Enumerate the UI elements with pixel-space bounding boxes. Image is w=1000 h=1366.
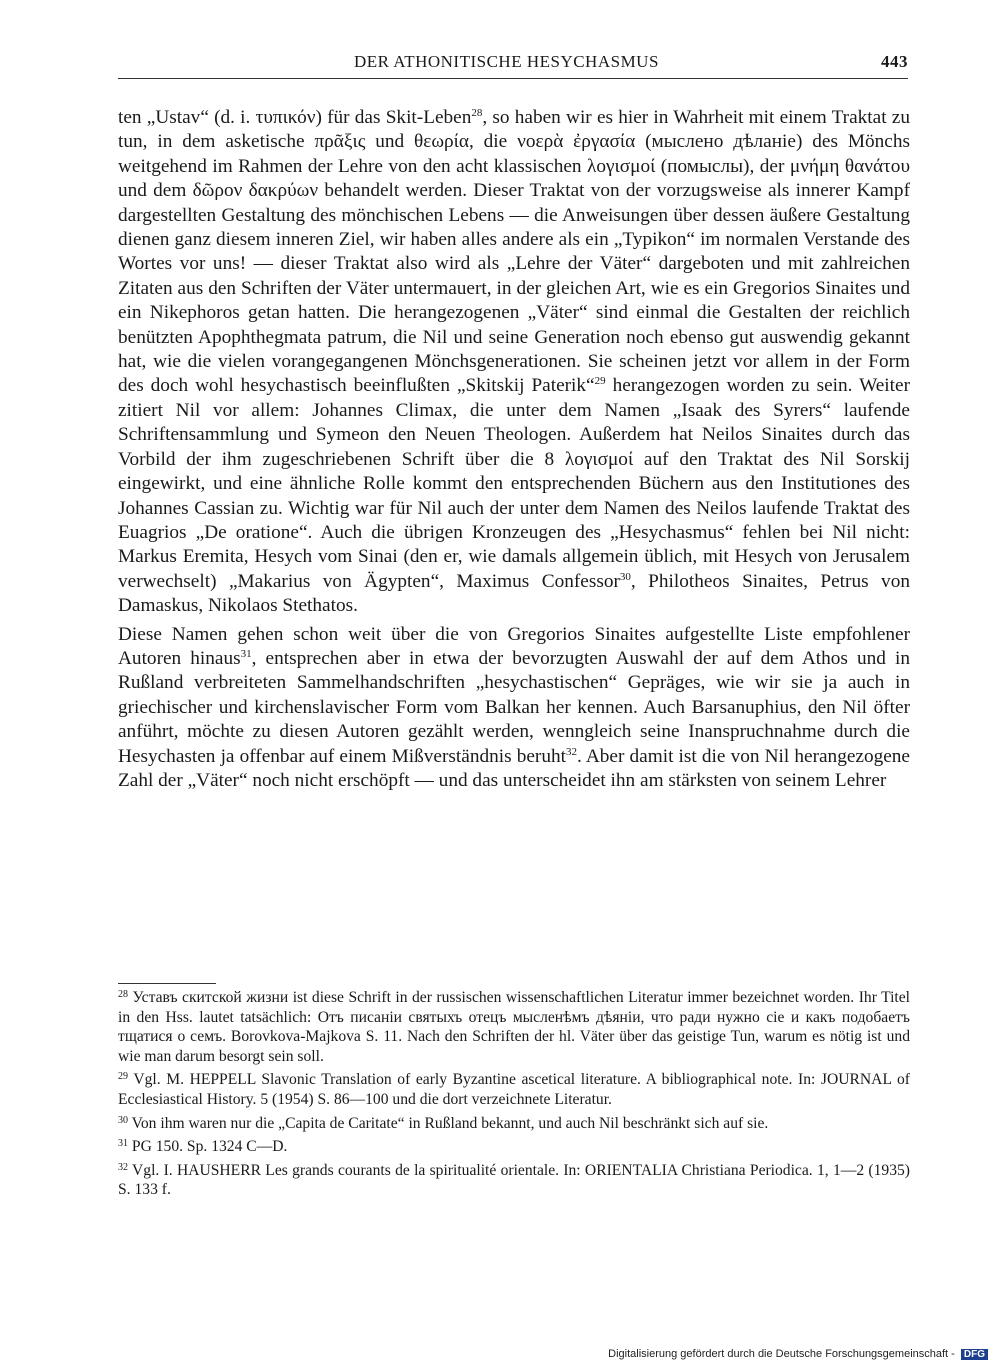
text-run: herangezogen worden zu sein. Weiter zitiert Nil vor allem: Johannes Climax, die unter dem Namen „Isaak des Syrers“ laufende Schriftensammlung und Symeon den Neuen Theologen. Außerdem hat Neilos Sinaites durch das Vorbild der ihm zugeschriebenen Schrift über die 8 λογισμοί auf den Traktat des Nil Sorskij eingewirkt, und eine ähnliche Rolle kommt den entsprechenden Büchern aus den Institutiones des Johannes Cassian zu. Wichtig war für Nil auch der unter dem Namen des Neilos laufende Traktat des Euagrios „De oratione“. Auch die übrigen Kronzeugen des „Hesychasmus“ fehlen bei Nil nicht: Markus Eremita, Hesych vom Sinai (den er, wie damals allgemein üblich, mit Hesych von Jerusalem verwechselt) „Makarius von Ägypten“, Maximus Confessor [118, 375, 910, 592]
dfg-logo: DFG [961, 1349, 988, 1360]
paragraph [118, 106, 910, 619]
footnote-ref: 32 [565, 745, 577, 758]
footnote-number: 30 [118, 1114, 128, 1126]
footnote-text: Уставъ скитской жизни ist diese Schrift in der russischen wissenschaftlichen Literatur immer bezeichnet worden. Ihr Titel in den Hss. lautet tatsächlich: Отъ писаніи святыхъ отецъ мысленѣмъ дѣяніи, что ради нужно сіе и какъ подобаетъ тщатися о семъ. Borovkova-Majkova S. 11. Nach den Schriften der hl. Väter über das geistige Tun, warum es nötig ist und wie man darum besorgt sein soll. [118, 989, 910, 1065]
main-text [118, 106, 910, 793]
text-run: , entsprechen aber in etwa der bevorzugten Auswahl der auf dem Athos und in Rußland verbreiteten Sammelhandschriften „hesychastischen“ Gepräges, wie wir sie ja auch in griechischer und kirchenslavischer Form vom Balkan her kennen. Auch Barsanuphius, den Nil öfter anführt, möchte zu diesen Autoren gezählt werden, wenngleich seine Inanspruchnahme durch die Hesychasten ja offenbar auf einem Mißverständnis beruht [118, 647, 911, 767]
text-run: , so haben wir es hier in Wahrheit mit einem Traktat zu tun, in dem asketische πρᾶξις und θεωρία, die νοερὰ ἐργασία (мысленo дѣланіе) des Mönchs weitgehend im Rahmen der Lehre von den acht klassischen λογισμοί (помыслы), der μνήμη θανάτου und dem δῶρον δακρύων behandelt werden. Dieser Traktat von der vorzugsweise als innerer Kampf dargestellten Gestaltung des mönchischen Lebens — die Anweisungen über dessen äußere Gestaltung dienen ganz diesem inneren Ziel, wir haben alles andere als ein „Typikon“ im normalen Verstande des Wortes vor uns! — dieser Traktat also wird als „Lehre der Väter“ dargeboten und mit zahlreichen Zitaten aus den Schriften der Väter untermauert, in der gleichen Art, wie es ein Gregorios Sinaites und ein Nikephoros getan hatten. Die herangezogenen „Väter“ sind einmal die Gestalten der reichlich benützten Apophthegmata patrum, die Nil und seine Generation noch ebenso gut auswendig gekannt hat, wie die vielen vorangegangenen Mönchsgenerationen. Sie scheinen jetzt vor allem in der Form des doch wohl hesychastisch beeinflußten „Skitskij Paterik“ [118, 107, 910, 397]
text-run: Diese Namen gehen schon weit über die von Gregorios Sinaites aufgestellte Liste empfohlener Autoren hinaus [118, 623, 910, 669]
footnotes [118, 988, 910, 1204]
footnote-number: 31 [118, 1138, 128, 1150]
footnote-rule [118, 983, 216, 984]
text-run: . Aber damit ist die von Nil herangezogene Zahl der „Väter“ noch nicht erschöpft — und das unterscheidet ihn am stärksten von seinem Lehrer [118, 745, 910, 791]
footnote-text: Vgl. I. HAUSHERR Les grands courants de la spiritualité orientale. In: ORIENTALIA Christiana Periodica. 1, 1—2 (1935) S. 133 f. [118, 1161, 910, 1199]
header-rule [118, 78, 908, 79]
footnote [118, 1070, 910, 1109]
footnote-ref: 31 [240, 647, 252, 660]
digitization-credit [608, 1348, 988, 1360]
running-title: DER ATHONITISCHE HESYCHASMUS [354, 52, 659, 71]
credit-text: Digitalisierung gefördert durch die Deutsche Forschungsgemeinschaft - [608, 1348, 955, 1360]
footnote [118, 1137, 910, 1157]
text-run: , Philotheos Sinaites, Petrus von Damaskus, Nikolaos Stethatos. [118, 570, 910, 617]
text-run: ten „Ustav“ (d. i. τυπικόν) für das Skit-Leben [118, 107, 472, 128]
footnote-number: 28 [118, 989, 128, 1000]
footnote-number: 29 [118, 1071, 128, 1083]
paragraph [118, 623, 910, 794]
footnote [118, 988, 910, 1066]
footnote-text: Vgl. M. HEPPELL Slavonic Translation of early Byzantine ascetical literature. A bibliographical note. In: JOURNAL of Ecclesiastical History. 5 (1954) S. 86—100 und die dort verzeichnete Literatur. [118, 1071, 910, 1108]
footnote-text: PG 150. Sp. 1324 C—D. [131, 1138, 288, 1156]
footnote [118, 1114, 910, 1134]
footnote-text: Von ihm waren nur die „Capita de Caritate“ in Rußland bekannt, und auch Nil beschränkt sich auf sie. [131, 1114, 769, 1132]
footnote [118, 1161, 910, 1200]
footnote-number: 32 [118, 1161, 128, 1173]
footnote-ref: 29 [594, 375, 606, 388]
page-number: 443 [881, 52, 908, 71]
footnote-ref: 30 [619, 570, 631, 583]
footnote-ref: 28 [471, 107, 483, 119]
